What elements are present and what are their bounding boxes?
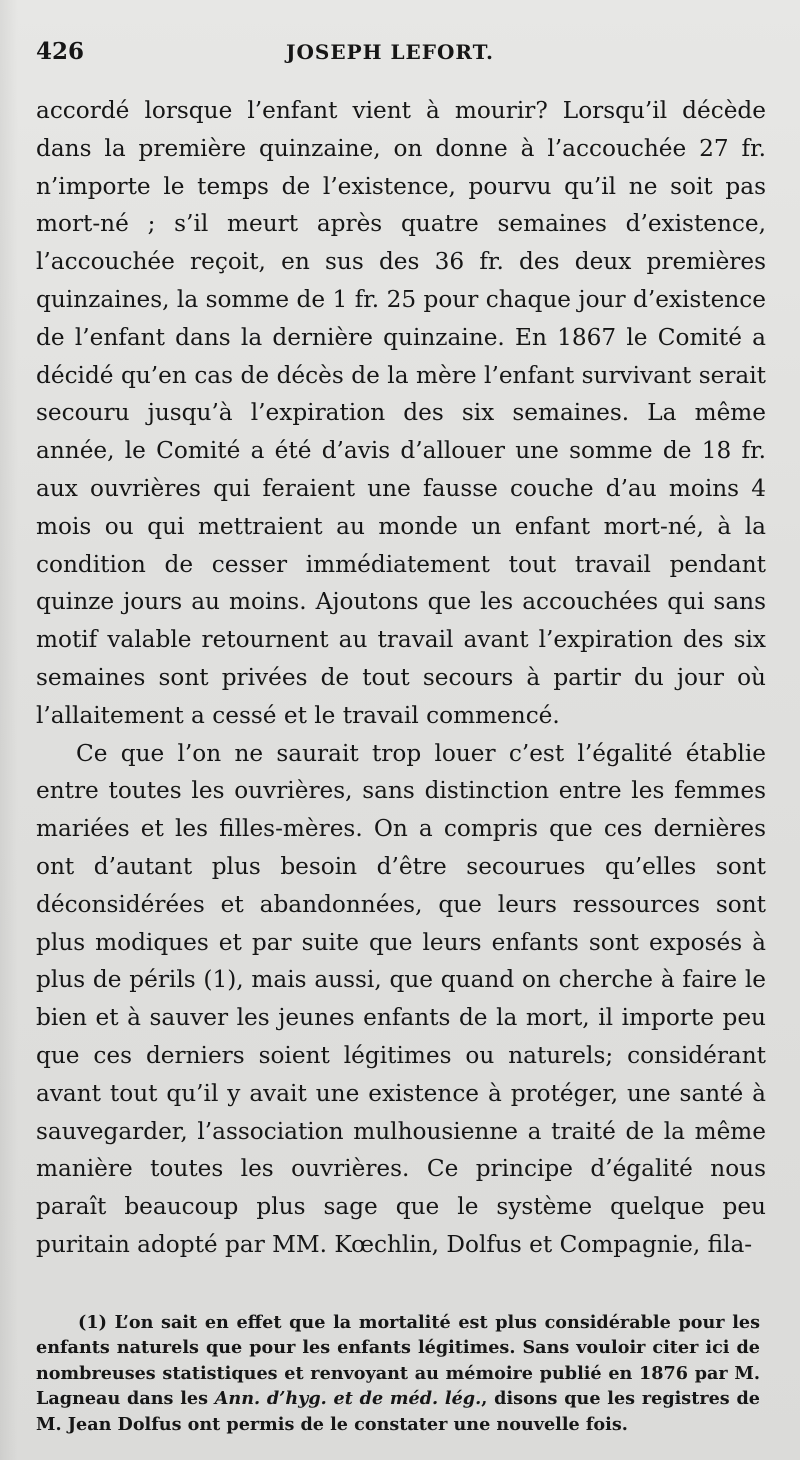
page-header (36, 38, 766, 82)
page-number: 426 (36, 38, 85, 65)
paragraph-1: accordé lorsque l’enfant vient à mourir? Lorsqu’il décède dans la première quinzaine, on donne à l’accouchée 27 fr. n’importe le temps de l’existence, pourvu qu’il ne soit pas mort-né ; s’il meurt après quatre semaines d’existence, l’accouchée reçoit, en sus des 36 fr. des deux premières quinzaines, la somme de 1 fr. 25 pour chaque jour d’existence de l’enfant dans la dernière quinzaine. En 1867 le Comité a décidé qu’en cas de décès de la mère l’enfant survivant serait secouru jusqu’à l’expiration des six semaines. La même année, le Comité a été d’avis d’allouer une somme de 18 fr. aux ouvrières qui feraient une fausse couche d’au moins 4 mois ou qui mettraient au monde un enfant mort-né, à la condition de cesser immédiatement tout travail pendant quinze jours au moins. Ajoutons que les accouchées qui sans motif valable retournent au travail avant l’expiration des six semaines sont privées de tout secours à partir du jour où l’allaitement a cessé et le travail commencé. (36, 97, 766, 729)
footnote-text-before: (1) L’on sait en effet que la mortalité est plus considérable pour les enfants naturels que pour les enfants légitimes. Sans vouloir citer ici de nombreuses statistiques et renvoyant au mémoire publié en 1876 par M. Lagneau dans les (36, 1311, 760, 1410)
body-text (36, 92, 766, 1264)
footnote-journal-reference: Ann. d’hyg. et de méd. lég. (214, 1388, 482, 1410)
footnote-text-after: , disons que les registres de M. Jean Dolfus ont permis de le constater une nouvelle fois. (36, 1388, 760, 1435)
running-head: JOSEPH LEFORT. (286, 40, 494, 64)
paragraph-2: Ce que l’on ne saurait trop louer c’est l’égalité établie entre toutes les ouvrières, sans distinction entre les femmes mariées et les filles-mères. On a compris que ces dernières ont d’autant plus besoin d’être secourues qu’elles sont déconsidérées et abandonnées, que leurs ressources sont plus modiques et par suite que leurs enfants sont exposés à plus de périls (1), mais aussi, que quand on cherche à faire le bien et à sauver les jeunes enfants de la mort, il importe peu que ces derniers soient légitimes ou naturels; considérant avant tout qu’il y avait une existence à protéger, une santé à sauvegarder, l’association mulhousienne a traité de la même manière toutes les ouvrières. Ce principe d’égalité nous paraît beaucoup plus sage que le système quelque peu puritain adopté par MM. Kœchlin, Dolfus et Compagnie, fila- (36, 739, 766, 1258)
footnote (36, 1310, 766, 1438)
